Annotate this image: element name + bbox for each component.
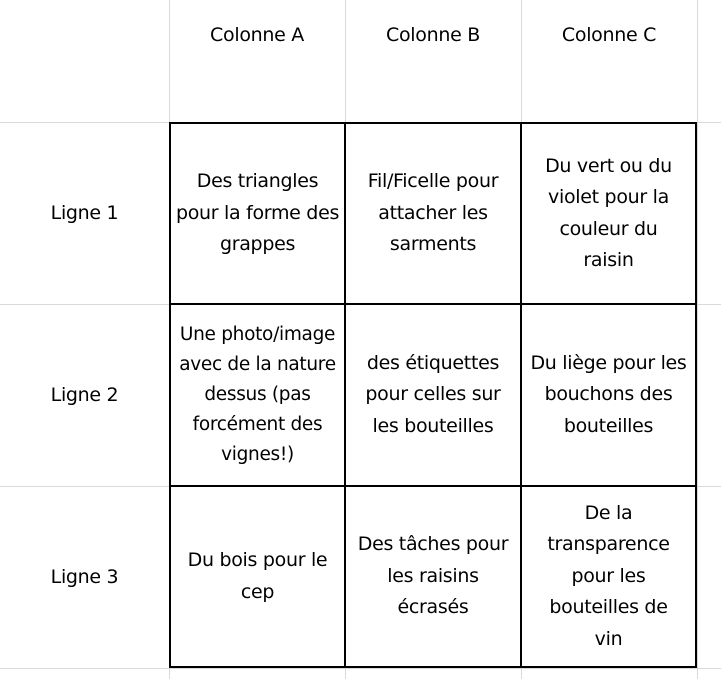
row-header-1[interactable]: Ligne 1 xyxy=(50,201,119,224)
column-header-b[interactable]: Colonne B xyxy=(386,23,480,46)
cell-c1[interactable]: Du vert ou du violet pour la couleur du raisin xyxy=(545,154,672,271)
cell-a1[interactable]: Des triangles pour la forme des grappes xyxy=(175,170,340,256)
cell-b3[interactable]: Des tâches pour les raisins écrasés xyxy=(357,533,509,619)
cell-c3[interactable]: De la transparence pour les bouteilles de vin xyxy=(547,501,670,650)
row-header-2[interactable]: Ligne 2 xyxy=(50,383,119,406)
cell-b2[interactable]: des étiquettes pour celles sur les bouteilles xyxy=(365,351,501,437)
column-header-c[interactable]: Colonne C xyxy=(561,23,657,46)
cell-a2[interactable]: Une photo/image avec de la nature dessus (pas forcément des vignes!) xyxy=(179,324,336,465)
row-header-3[interactable]: Ligne 3 xyxy=(50,565,119,588)
cell-a3[interactable]: Du bois pour le cep xyxy=(187,549,328,603)
column-header-a[interactable]: Colonne A xyxy=(210,23,304,46)
gridline xyxy=(0,668,721,669)
cell-b1[interactable]: Fil/Ficelle pour attacher les sarments xyxy=(367,170,499,256)
gridline xyxy=(697,0,698,679)
cell-c2[interactable]: Du liège pour les bouchons des bouteilles xyxy=(530,351,687,437)
